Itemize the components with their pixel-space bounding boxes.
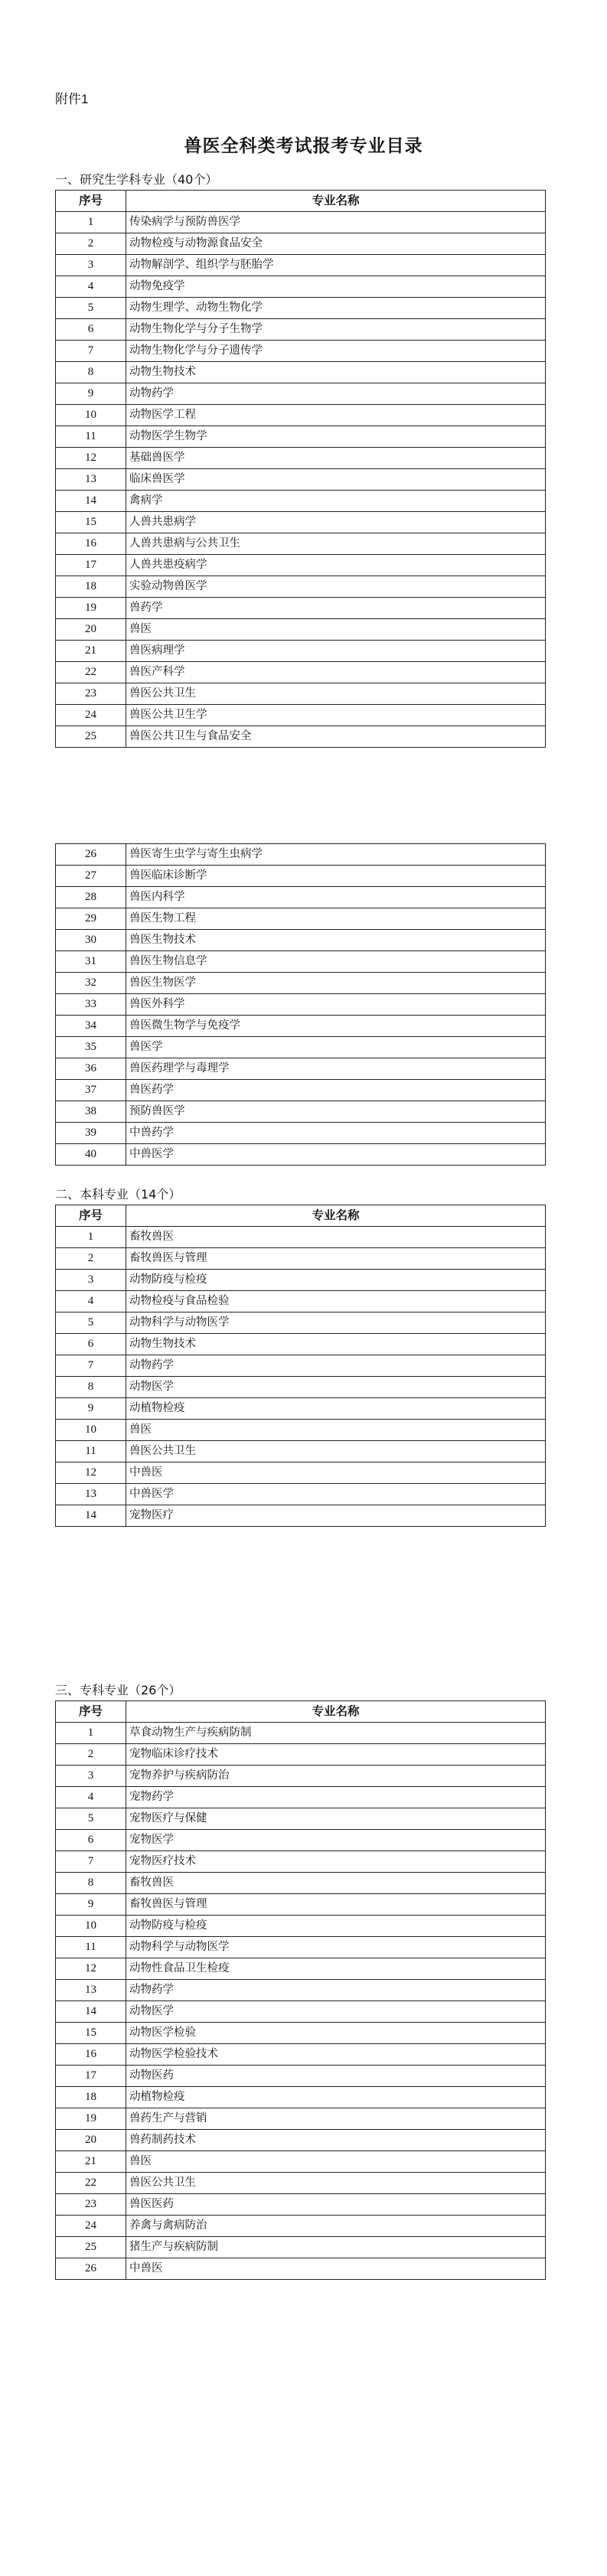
table-row bbox=[56, 951, 546, 973]
table-row bbox=[56, 1808, 546, 1830]
row-major-name: 养禽与禽病防治 bbox=[126, 2216, 546, 2237]
table-row bbox=[56, 233, 546, 255]
row-major-name: 动物生理学、动物生物化学 bbox=[126, 298, 546, 319]
row-serial-no: 9 bbox=[56, 383, 126, 405]
table-row bbox=[56, 1766, 546, 1787]
table-row bbox=[56, 2173, 546, 2194]
row-major-name: 动物科学与动物医学 bbox=[126, 1312, 546, 1334]
table-row bbox=[56, 469, 546, 491]
table-row bbox=[56, 1037, 546, 1058]
row-serial-no: 11 bbox=[56, 426, 126, 448]
row-serial-no: 25 bbox=[56, 2237, 126, 2258]
row-major-name: 兽医生物医学 bbox=[126, 973, 546, 994]
row-major-name: 宠物医疗与保健 bbox=[126, 1808, 546, 1830]
row-major-name: 兽医 bbox=[126, 619, 546, 641]
table-row bbox=[56, 1312, 546, 1334]
table-row bbox=[56, 2108, 546, 2130]
table-row bbox=[56, 2001, 546, 2023]
table-row bbox=[56, 576, 546, 598]
table-row bbox=[56, 1291, 546, 1312]
row-major-name: 禽病学 bbox=[126, 491, 546, 512]
row-serial-no: 20 bbox=[56, 619, 126, 641]
row-serial-no: 21 bbox=[56, 2151, 126, 2173]
row-serial-no: 15 bbox=[56, 2023, 126, 2044]
table-undergraduate bbox=[55, 1205, 546, 1527]
row-serial-no: 24 bbox=[56, 2216, 126, 2237]
row-major-name: 兽药生产与营销 bbox=[126, 2108, 546, 2130]
table-row bbox=[56, 619, 546, 641]
row-major-name: 兽医临床诊断学 bbox=[126, 866, 546, 887]
row-serial-no: 14 bbox=[56, 491, 126, 512]
row-major-name: 动物医学 bbox=[126, 1377, 546, 1398]
table-row bbox=[56, 1894, 546, 1916]
row-serial-no: 12 bbox=[56, 1462, 126, 1484]
row-serial-no: 12 bbox=[56, 448, 126, 469]
row-serial-no: 37 bbox=[56, 1080, 126, 1101]
table-row bbox=[56, 1851, 546, 1873]
table-row bbox=[56, 383, 546, 405]
row-serial-no: 8 bbox=[56, 1377, 126, 1398]
row-major-name: 兽医公共卫生学 bbox=[126, 705, 546, 726]
table-row bbox=[56, 1958, 546, 1980]
table-row bbox=[56, 598, 546, 619]
row-major-name: 兽医微生物学与免疫学 bbox=[126, 1016, 546, 1037]
row-serial-no: 18 bbox=[56, 576, 126, 598]
row-major-name: 兽医产科学 bbox=[126, 662, 546, 683]
table-header-row bbox=[56, 1205, 546, 1227]
row-serial-no: 26 bbox=[56, 844, 126, 866]
row-major-name: 预防兽医学 bbox=[126, 1101, 546, 1123]
row-serial-no: 3 bbox=[56, 255, 126, 276]
row-major-name: 兽医生物信息学 bbox=[126, 951, 546, 973]
row-serial-no: 36 bbox=[56, 1058, 126, 1080]
row-major-name: 中兽医学 bbox=[126, 1484, 546, 1505]
row-serial-no: 23 bbox=[56, 683, 126, 705]
row-major-name: 宠物医疗技术 bbox=[126, 1851, 546, 1873]
table-row bbox=[56, 2130, 546, 2151]
row-serial-no: 5 bbox=[56, 1312, 126, 1334]
row-major-name: 兽药制药技术 bbox=[126, 2130, 546, 2151]
table-row bbox=[56, 1441, 546, 1462]
row-serial-no: 9 bbox=[56, 1894, 126, 1916]
row-major-name: 动物药学 bbox=[126, 1980, 546, 2001]
row-serial-no: 5 bbox=[56, 1808, 126, 1830]
row-serial-no: 8 bbox=[56, 1873, 126, 1894]
row-serial-no: 35 bbox=[56, 1037, 126, 1058]
header-major-name: 专业名称 bbox=[126, 1205, 546, 1227]
section-heading-undergraduate: 二、本科专业（14个） bbox=[55, 1187, 181, 1202]
row-serial-no: 33 bbox=[56, 994, 126, 1016]
row-serial-no: 16 bbox=[56, 2044, 126, 2066]
row-major-name: 宠物药学 bbox=[126, 1787, 546, 1808]
row-major-name: 动物生物技术 bbox=[126, 1334, 546, 1355]
row-serial-no: 6 bbox=[56, 1830, 126, 1851]
table-row bbox=[56, 1355, 546, 1377]
table-row bbox=[56, 2151, 546, 2173]
row-major-name: 畜牧兽医与管理 bbox=[126, 1248, 546, 1270]
row-serial-no: 2 bbox=[56, 1744, 126, 1766]
row-major-name: 动物医药 bbox=[126, 2066, 546, 2087]
row-major-name: 动物防疫与检疫 bbox=[126, 1916, 546, 1937]
row-serial-no: 4 bbox=[56, 1291, 126, 1312]
row-serial-no: 11 bbox=[56, 1937, 126, 1958]
row-major-name: 动物药学 bbox=[126, 383, 546, 405]
table-postgraduate-part1 bbox=[55, 190, 546, 748]
table-row bbox=[56, 2087, 546, 2108]
row-serial-no: 1 bbox=[56, 212, 126, 233]
row-serial-no: 12 bbox=[56, 1958, 126, 1980]
row-major-name: 中兽医 bbox=[126, 1462, 546, 1484]
row-major-name: 动物检疫与食品检验 bbox=[126, 1291, 546, 1312]
table-row bbox=[56, 1787, 546, 1808]
row-serial-no: 20 bbox=[56, 2130, 126, 2151]
row-serial-no: 7 bbox=[56, 1851, 126, 1873]
table-row bbox=[56, 1873, 546, 1894]
row-major-name: 畜牧兽医 bbox=[126, 1873, 546, 1894]
row-serial-no: 40 bbox=[56, 1144, 126, 1166]
header-major-name: 专业名称 bbox=[126, 191, 546, 212]
table-row bbox=[56, 1377, 546, 1398]
row-serial-no: 30 bbox=[56, 930, 126, 951]
table-row bbox=[56, 2258, 546, 2280]
row-major-name: 传染病学与预防兽医学 bbox=[126, 212, 546, 233]
row-serial-no: 27 bbox=[56, 866, 126, 887]
row-serial-no: 10 bbox=[56, 1420, 126, 1441]
table-row bbox=[56, 426, 546, 448]
row-serial-no: 4 bbox=[56, 1787, 126, 1808]
table-row bbox=[56, 662, 546, 683]
header-serial-no: 序号 bbox=[56, 1701, 126, 1723]
table-row bbox=[56, 1980, 546, 2001]
table-row bbox=[56, 908, 546, 930]
row-major-name: 动物医学生物学 bbox=[126, 426, 546, 448]
page-title: 兽医全科类考试报考专业目录 bbox=[184, 136, 423, 156]
row-serial-no: 6 bbox=[56, 1334, 126, 1355]
table-row bbox=[56, 1227, 546, 1248]
row-major-name: 动物生物化学与分子生物学 bbox=[126, 319, 546, 341]
row-major-name: 中兽药学 bbox=[126, 1123, 546, 1144]
row-serial-no: 38 bbox=[56, 1101, 126, 1123]
row-major-name: 动物医学检验技术 bbox=[126, 2044, 546, 2066]
table-row bbox=[56, 930, 546, 951]
row-serial-no: 5 bbox=[56, 298, 126, 319]
row-serial-no: 9 bbox=[56, 1398, 126, 1420]
row-serial-no: 17 bbox=[56, 555, 126, 576]
table-row bbox=[56, 1101, 546, 1123]
row-serial-no: 32 bbox=[56, 973, 126, 994]
section-heading-postgraduate: 一、研究生学科专业（40个） bbox=[55, 172, 218, 187]
table-row bbox=[56, 1080, 546, 1101]
row-serial-no: 3 bbox=[56, 1766, 126, 1787]
table-row bbox=[56, 276, 546, 298]
row-major-name: 兽医病理学 bbox=[126, 641, 546, 662]
row-major-name: 兽医药理学与毒理学 bbox=[126, 1058, 546, 1080]
row-serial-no: 2 bbox=[56, 233, 126, 255]
row-major-name: 兽医外科学 bbox=[126, 994, 546, 1016]
row-major-name: 临床兽医学 bbox=[126, 469, 546, 491]
row-major-name: 畜牧兽医与管理 bbox=[126, 1894, 546, 1916]
row-serial-no: 10 bbox=[56, 405, 126, 426]
row-major-name: 动物解剖学、组织学与胚胎学 bbox=[126, 255, 546, 276]
table-row bbox=[56, 1830, 546, 1851]
table-row bbox=[56, 2066, 546, 2087]
row-major-name: 兽医寄生虫学与寄生虫病学 bbox=[126, 844, 546, 866]
table-row bbox=[56, 726, 546, 748]
table-row bbox=[56, 255, 546, 276]
row-major-name: 兽医 bbox=[126, 2151, 546, 2173]
row-serial-no: 24 bbox=[56, 705, 126, 726]
row-serial-no: 21 bbox=[56, 641, 126, 662]
table-vocational bbox=[55, 1700, 546, 2280]
row-major-name: 动物生物技术 bbox=[126, 362, 546, 383]
table-row bbox=[56, 1744, 546, 1766]
row-serial-no: 22 bbox=[56, 2173, 126, 2194]
row-major-name: 中兽医 bbox=[126, 2258, 546, 2280]
table-row bbox=[56, 1144, 546, 1166]
row-major-name: 草食动物生产与疾病防制 bbox=[126, 1723, 546, 1744]
row-serial-no: 15 bbox=[56, 512, 126, 533]
row-major-name: 兽药学 bbox=[126, 598, 546, 619]
row-serial-no: 14 bbox=[56, 2001, 126, 2023]
row-major-name: 宠物临床诊疗技术 bbox=[126, 1744, 546, 1766]
row-major-name: 动物药学 bbox=[126, 1355, 546, 1377]
row-serial-no: 7 bbox=[56, 1355, 126, 1377]
section-heading-vocational: 三、专科专业（26个） bbox=[55, 1683, 181, 1697]
table-row bbox=[56, 994, 546, 1016]
row-major-name: 猪生产与疾病防制 bbox=[126, 2237, 546, 2258]
row-serial-no: 3 bbox=[56, 1270, 126, 1291]
header-major-name: 专业名称 bbox=[126, 1701, 546, 1723]
row-major-name: 动物医学检验 bbox=[126, 2023, 546, 2044]
row-serial-no: 4 bbox=[56, 276, 126, 298]
row-major-name: 动物防疫与检疫 bbox=[126, 1270, 546, 1291]
table-row bbox=[56, 1398, 546, 1420]
row-serial-no: 2 bbox=[56, 1248, 126, 1270]
table-row bbox=[56, 319, 546, 341]
row-major-name: 人兽共患疫病学 bbox=[126, 555, 546, 576]
row-major-name: 动物生物化学与分子遗传学 bbox=[126, 341, 546, 362]
table-row bbox=[56, 533, 546, 555]
row-major-name: 动物医学工程 bbox=[126, 405, 546, 426]
row-major-name: 兽医公共卫生 bbox=[126, 683, 546, 705]
row-serial-no: 19 bbox=[56, 598, 126, 619]
table-row bbox=[56, 683, 546, 705]
row-major-name: 兽医学 bbox=[126, 1037, 546, 1058]
row-serial-no: 23 bbox=[56, 2194, 126, 2216]
table-row bbox=[56, 448, 546, 469]
row-serial-no: 31 bbox=[56, 951, 126, 973]
row-major-name: 动物科学与动物医学 bbox=[126, 1937, 546, 1958]
row-serial-no: 13 bbox=[56, 1484, 126, 1505]
row-serial-no: 13 bbox=[56, 1980, 126, 2001]
table-row bbox=[56, 298, 546, 319]
row-serial-no: 10 bbox=[56, 1916, 126, 1937]
row-major-name: 人兽共患病与公共卫生 bbox=[126, 533, 546, 555]
row-major-name: 兽医内科学 bbox=[126, 887, 546, 908]
table-row bbox=[56, 2237, 546, 2258]
row-major-name: 动物性食品卫生检疫 bbox=[126, 1958, 546, 1980]
table-row bbox=[56, 1248, 546, 1270]
table-row bbox=[56, 2023, 546, 2044]
row-major-name: 宠物养护与疾病防治 bbox=[126, 1766, 546, 1787]
row-serial-no: 1 bbox=[56, 1723, 126, 1744]
table-row bbox=[56, 2044, 546, 2066]
row-major-name: 动物免疫学 bbox=[126, 276, 546, 298]
header-serial-no: 序号 bbox=[56, 191, 126, 212]
row-serial-no: 14 bbox=[56, 1505, 126, 1527]
table-row bbox=[56, 844, 546, 866]
row-major-name: 实验动物兽医学 bbox=[126, 576, 546, 598]
row-major-name: 动植物检疫 bbox=[126, 1398, 546, 1420]
row-serial-no: 22 bbox=[56, 662, 126, 683]
table-postgraduate-part2 bbox=[55, 843, 546, 1166]
row-major-name: 兽医生物技术 bbox=[126, 930, 546, 951]
row-major-name: 人兽共患病学 bbox=[126, 512, 546, 533]
row-major-name: 畜牧兽医 bbox=[126, 1227, 546, 1248]
table-row bbox=[56, 1462, 546, 1484]
table-row bbox=[56, 1916, 546, 1937]
row-major-name: 中兽医学 bbox=[126, 1144, 546, 1166]
table-row bbox=[56, 405, 546, 426]
table-row bbox=[56, 1058, 546, 1080]
row-serial-no: 7 bbox=[56, 341, 126, 362]
table-row bbox=[56, 341, 546, 362]
row-serial-no: 16 bbox=[56, 533, 126, 555]
table-row bbox=[56, 1723, 546, 1744]
table-row bbox=[56, 2194, 546, 2216]
row-major-name: 兽医药学 bbox=[126, 1080, 546, 1101]
row-serial-no: 6 bbox=[56, 319, 126, 341]
table-row bbox=[56, 705, 546, 726]
row-serial-no: 18 bbox=[56, 2087, 126, 2108]
annex-label: 附件1 bbox=[55, 92, 89, 106]
table-row bbox=[56, 491, 546, 512]
row-serial-no: 28 bbox=[56, 887, 126, 908]
row-serial-no: 11 bbox=[56, 1441, 126, 1462]
table-row bbox=[56, 1937, 546, 1958]
row-serial-no: 34 bbox=[56, 1016, 126, 1037]
row-major-name: 兽医公共卫生 bbox=[126, 1441, 546, 1462]
row-serial-no: 1 bbox=[56, 1227, 126, 1248]
row-major-name: 兽医 bbox=[126, 1420, 546, 1441]
row-major-name: 兽医公共卫生 bbox=[126, 2173, 546, 2194]
table-row bbox=[56, 887, 546, 908]
row-major-name: 兽医医药 bbox=[126, 2194, 546, 2216]
row-serial-no: 17 bbox=[56, 2066, 126, 2087]
table-row bbox=[56, 1484, 546, 1505]
row-serial-no: 25 bbox=[56, 726, 126, 748]
row-major-name: 基础兽医学 bbox=[126, 448, 546, 469]
table-row bbox=[56, 512, 546, 533]
row-major-name: 兽医生物工程 bbox=[126, 908, 546, 930]
table-row bbox=[56, 2216, 546, 2237]
table-row bbox=[56, 1505, 546, 1527]
table-row bbox=[56, 1016, 546, 1037]
table-row bbox=[56, 1334, 546, 1355]
row-major-name: 动物检疫与动物源食品安全 bbox=[126, 233, 546, 255]
row-major-name: 宠物医疗 bbox=[126, 1505, 546, 1527]
row-major-name: 宠物医学 bbox=[126, 1830, 546, 1851]
row-major-name: 兽医公共卫生与食品安全 bbox=[126, 726, 546, 748]
row-serial-no: 29 bbox=[56, 908, 126, 930]
table-header-row bbox=[56, 191, 546, 212]
row-serial-no: 39 bbox=[56, 1123, 126, 1144]
table-row bbox=[56, 362, 546, 383]
table-row bbox=[56, 555, 546, 576]
table-row bbox=[56, 1270, 546, 1291]
row-serial-no: 26 bbox=[56, 2258, 126, 2280]
header-serial-no: 序号 bbox=[56, 1205, 126, 1227]
row-serial-no: 8 bbox=[56, 362, 126, 383]
row-major-name: 动植物检疫 bbox=[126, 2087, 546, 2108]
table-header-row bbox=[56, 1701, 546, 1723]
row-serial-no: 13 bbox=[56, 469, 126, 491]
row-major-name: 动物医学 bbox=[126, 2001, 546, 2023]
table-row bbox=[56, 1420, 546, 1441]
table-row bbox=[56, 866, 546, 887]
row-serial-no: 19 bbox=[56, 2108, 126, 2130]
table-row bbox=[56, 1123, 546, 1144]
table-row bbox=[56, 212, 546, 233]
table-row bbox=[56, 973, 546, 994]
table-row bbox=[56, 641, 546, 662]
